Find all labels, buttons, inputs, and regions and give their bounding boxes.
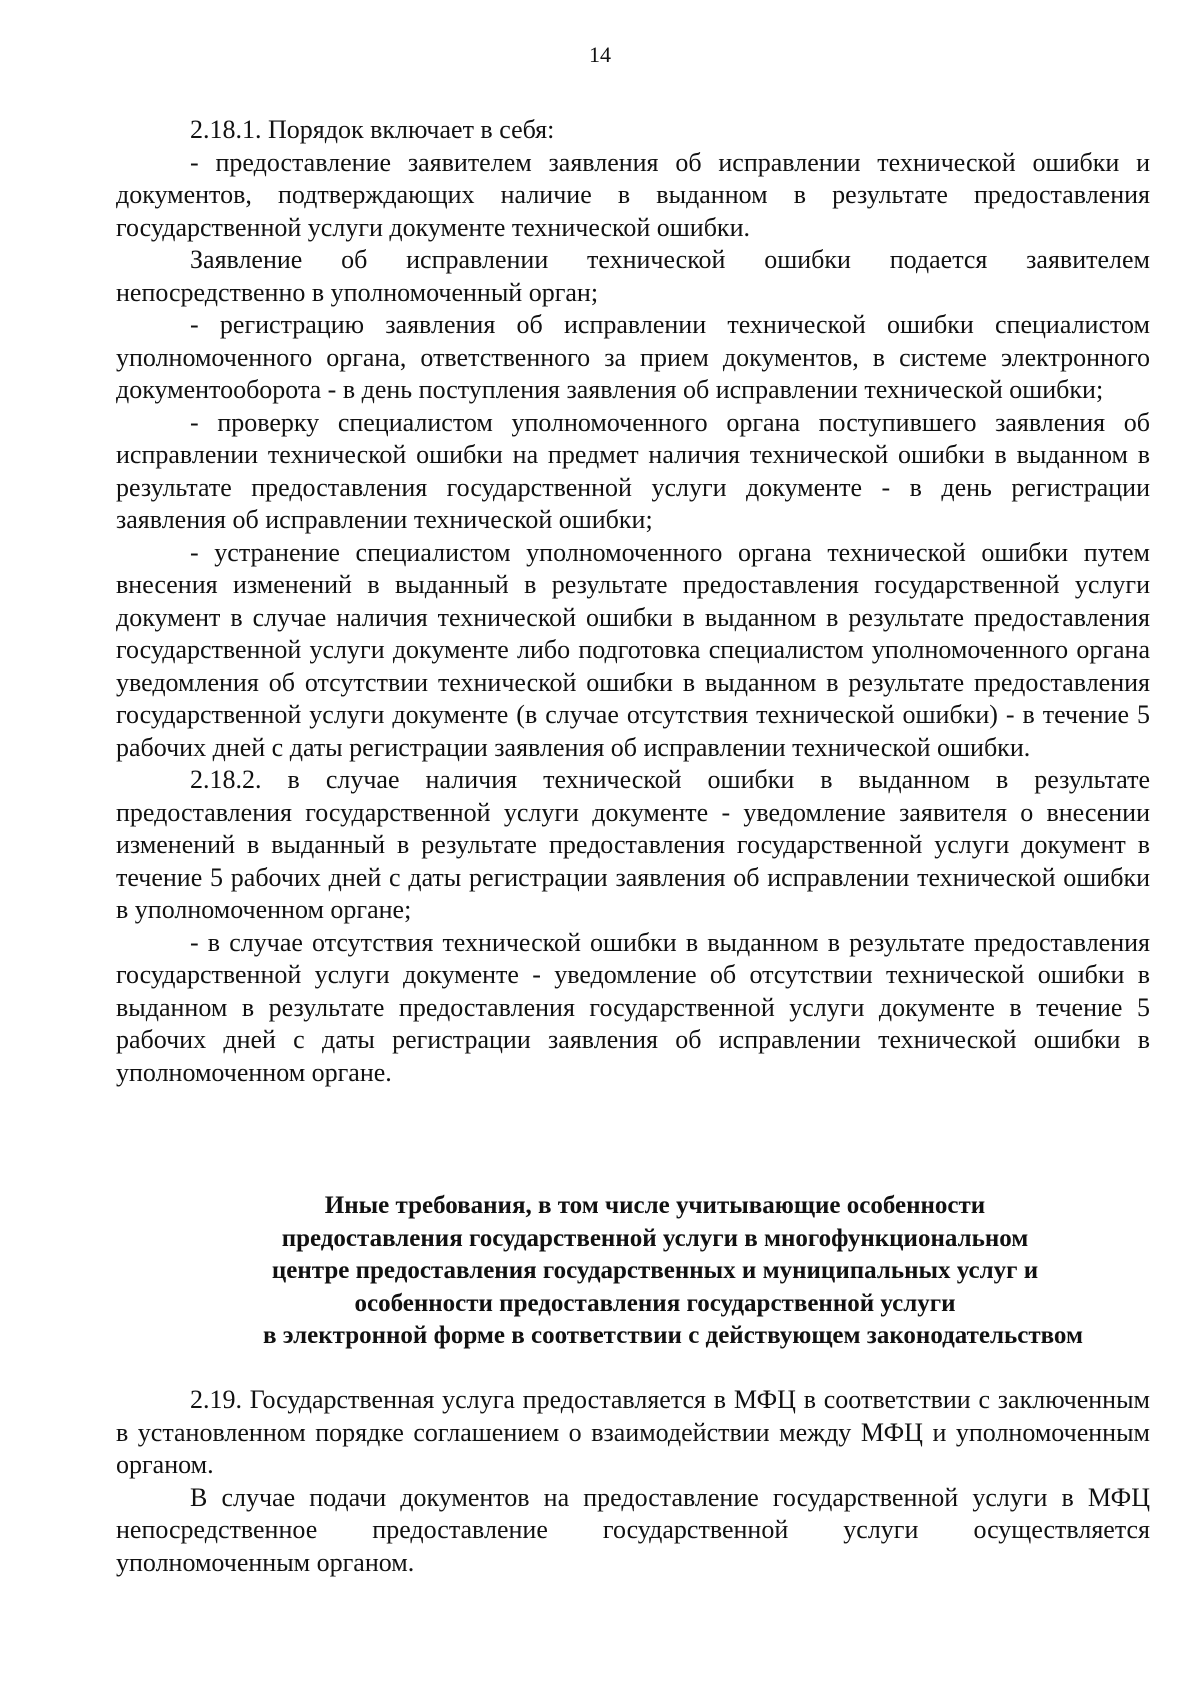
section-2-19-text [116, 1384, 1150, 1579]
heading-line-5: в электронной форме в соответствии с действующем законодательством [263, 1322, 1083, 1349]
heading-line-1: Иные требования, в том числе учитывающие особенности [324, 1192, 986, 1219]
paragraph-mfc-submission: В случае подачи документов на предоставление государственной услуги в МФЦ непосредственное предоставление государственной услуги осуществляется уполномоченным органом. [116, 1482, 1150, 1577]
paragraph-2-19: 2.19. Государственная услуга предоставляется в МФЦ в соответствии с заключенным в установленном порядке соглашением о взаимодействии между МФЦ и уполномоченным органом. [116, 1385, 1150, 1479]
paragraph-2-18-2: 2.18.2. в случае наличия технической ошибки в выданном в результате предоставления государственной услуги документе - уведомление заявителя о внесении изменений в выданный в результате предоставления государственной услуги документ в течение 5 рабочих дней с даты регистрации заявления об исправлении технической ошибки в уполномоченном органе; [116, 765, 1150, 924]
heading-line-4: особенности предоставления государственной услуги [354, 1289, 956, 1317]
paragraph-no-error-case: - в случае отсутствия технической ошибки в выданном в результате предоставления государственной услуги документе - уведомление об отсутствии технической ошибки в выданном в результате предоставления государственной услуги документе в течение 5 рабочих дней с даты регистрации заявления об исправлении технической ошибки в уполномоченном органе. [116, 927, 1150, 1087]
heading-line-3: центре предоставления государственных и муниципальных услуг и [271, 1257, 1039, 1284]
section-heading [160, 1190, 1150, 1353]
paragraph-2-18-1-intro: 2.18.1. Порядок включает в себя: [190, 115, 555, 144]
paragraph-submission: - предоставление заявителем заявления об исправлении технической ошибки и документов, подтверждающих наличие в выданном в результате предоставления государственной услуги документе технической ошибки. [116, 147, 1150, 242]
paragraph-registration: - регистрацию заявления об исправлении технической ошибки специалистом уполномоченного органа, ответственного за прием документов, в системе электронного документооборота - в день поступления заявления об исправлении технической ошибки; [116, 310, 1150, 404]
paragraph-application-filing: Заявление об исправлении технической ошибки подается заявителем непосредственно в уполномоченный орган; [116, 245, 1150, 307]
heading-line-2: предоставления государственной услуги в многофункциональном [281, 1224, 1029, 1252]
paragraph-verification: - проверку специалистом уполномоченного органа поступившего заявления об исправлении технической ошибки на предмет наличия технической ошибки в выданном в результате предоставления государственной услуги документе - в день регистрации заявления об исправлении технической ошибки; [116, 407, 1150, 534]
section-2-18-text [116, 114, 1150, 1089]
page-number: 14 [589, 42, 611, 67]
paragraph-correction: - устранение специалистом уполномоченного органа технической ошибки путем внесения изменений в выданный в результате предоставления государственной услуги документ в случае наличия технической ошибки в выданном в результате предоставления государственной услуги документе либо подготовка специалистом уполномоченного органа уведомления об отсутствии технической ошибки в выданном в результате предоставления государственной услуги документе (в случае отсутствия технической ошибки) - в течение 5 рабочих дней с даты регистрации заявления об исправлении технической ошибки. [116, 537, 1150, 762]
